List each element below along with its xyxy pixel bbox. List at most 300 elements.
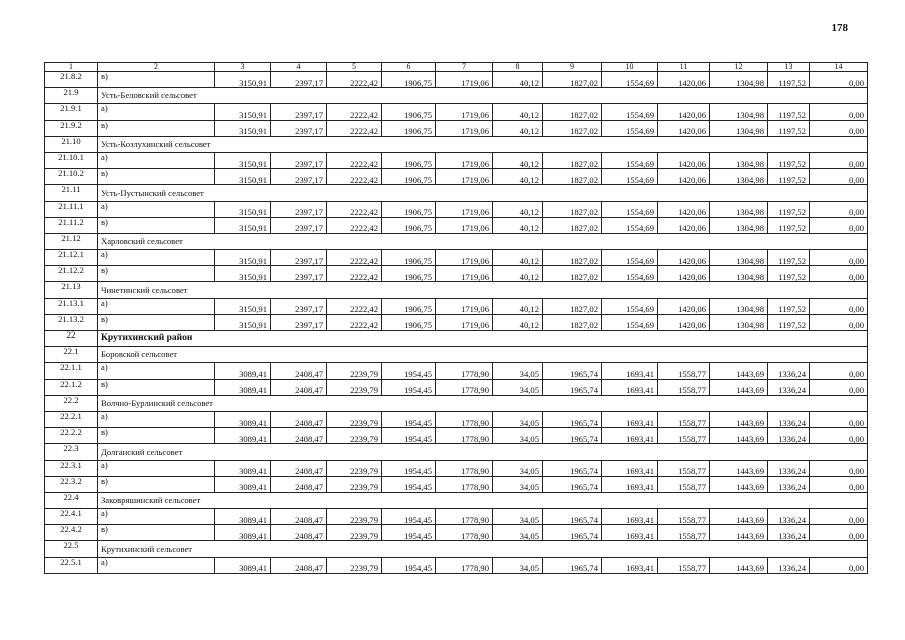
column-number: 13 xyxy=(768,63,810,72)
value-cell: 40,12 xyxy=(493,120,543,136)
value-cell: 2397,17 xyxy=(271,120,327,136)
row-code: 22.3.1 xyxy=(45,460,98,476)
value-cell: 1304,98 xyxy=(710,314,768,330)
value-cell: 2222,42 xyxy=(327,314,382,330)
value-cell: 2239,79 xyxy=(327,557,382,573)
value-cell: 1719,06 xyxy=(436,201,493,217)
value-cell: 1954,45 xyxy=(382,379,436,395)
value-cell: 1558,77 xyxy=(658,379,710,395)
value-cell: 1906,75 xyxy=(382,152,436,168)
value-cell: 1719,06 xyxy=(436,298,493,314)
value-cell: 1906,75 xyxy=(382,266,436,282)
value-cell: 1336,24 xyxy=(768,363,810,379)
value-cell: 1693,41 xyxy=(602,509,658,525)
value-cell: 1827,02 xyxy=(543,314,602,330)
value-cell: 40,12 xyxy=(493,201,543,217)
value-cell: 1778,90 xyxy=(436,525,493,541)
value-cell: 1197,52 xyxy=(768,104,810,120)
value-cell: 1304,98 xyxy=(710,298,768,314)
row-code: 22.4.2 xyxy=(45,525,98,541)
value-cell: 2239,79 xyxy=(327,509,382,525)
value-cell: 2239,79 xyxy=(327,411,382,427)
table-row xyxy=(45,250,868,266)
value-cell: 34,05 xyxy=(493,363,543,379)
value-cell: 0,00 xyxy=(810,298,868,314)
value-cell: 1778,90 xyxy=(436,460,493,476)
value-cell: 1304,98 xyxy=(710,266,768,282)
value-cell: 1827,02 xyxy=(543,266,602,282)
value-cell: 1965,74 xyxy=(543,379,602,395)
value-cell: 1778,90 xyxy=(436,428,493,444)
value-cell: 3150,91 xyxy=(215,72,271,88)
value-cell: 1906,75 xyxy=(382,314,436,330)
row-subitem-label: а) xyxy=(98,201,215,217)
table-row xyxy=(45,152,868,168)
district-row xyxy=(45,331,868,347)
row-code: 21.13.1 xyxy=(45,298,98,314)
row-subitem-label: в) xyxy=(98,169,215,185)
value-cell: 1954,45 xyxy=(382,525,436,541)
value-cell: 1778,90 xyxy=(436,557,493,573)
value-cell: 2222,42 xyxy=(327,298,382,314)
value-cell: 3089,41 xyxy=(215,411,271,427)
value-cell: 1197,52 xyxy=(768,152,810,168)
value-cell: 2222,42 xyxy=(327,152,382,168)
value-cell: 1197,52 xyxy=(768,314,810,330)
value-cell: 1906,75 xyxy=(382,104,436,120)
section-row xyxy=(45,444,868,460)
value-cell: 3089,41 xyxy=(215,509,271,525)
column-number: 1 xyxy=(45,63,98,72)
row-code: 22.2.2 xyxy=(45,428,98,444)
value-cell: 40,12 xyxy=(493,169,543,185)
value-cell: 3089,41 xyxy=(215,428,271,444)
value-cell: 3150,91 xyxy=(215,266,271,282)
value-cell: 1336,24 xyxy=(768,476,810,492)
value-cell: 1719,06 xyxy=(436,169,493,185)
value-cell: 2222,42 xyxy=(327,169,382,185)
value-cell: 1965,74 xyxy=(543,509,602,525)
value-cell: 1965,74 xyxy=(543,428,602,444)
value-cell: 1420,06 xyxy=(658,250,710,266)
value-cell: 2408,47 xyxy=(271,476,327,492)
table-row xyxy=(45,428,868,444)
value-cell: 2397,17 xyxy=(271,201,327,217)
value-cell: 2408,47 xyxy=(271,379,327,395)
row-code: 21.10 xyxy=(45,136,98,152)
value-cell: 1443,69 xyxy=(710,557,768,573)
table-row xyxy=(45,525,868,541)
section-name: Харловский сельсовет xyxy=(98,233,868,249)
section-row xyxy=(45,395,868,411)
value-cell: 3150,91 xyxy=(215,169,271,185)
value-cell: 40,12 xyxy=(493,152,543,168)
section-row xyxy=(45,282,868,298)
value-cell: 0,00 xyxy=(810,363,868,379)
value-cell: 1443,69 xyxy=(710,363,768,379)
value-cell: 1965,74 xyxy=(543,525,602,541)
column-number: 14 xyxy=(810,63,868,72)
value-cell: 3150,91 xyxy=(215,250,271,266)
value-cell: 1197,52 xyxy=(768,250,810,266)
value-cell: 3089,41 xyxy=(215,379,271,395)
row-code: 22.5.1 xyxy=(45,557,98,573)
row-code: 21.10.1 xyxy=(45,152,98,168)
section-name: Волчно-Бурлинский сельсовет xyxy=(98,395,868,411)
value-cell: 3150,91 xyxy=(215,201,271,217)
value-cell: 1693,41 xyxy=(602,379,658,395)
value-cell: 1443,69 xyxy=(710,476,768,492)
row-subitem-label: в) xyxy=(98,379,215,395)
value-cell: 1719,06 xyxy=(436,72,493,88)
value-cell: 3089,41 xyxy=(215,363,271,379)
table-row xyxy=(45,298,868,314)
value-cell: 34,05 xyxy=(493,460,543,476)
section-row xyxy=(45,347,868,363)
table-row xyxy=(45,104,868,120)
value-cell: 1443,69 xyxy=(710,411,768,427)
value-cell: 1778,90 xyxy=(436,509,493,525)
value-cell: 1827,02 xyxy=(543,152,602,168)
table-row xyxy=(45,379,868,395)
value-cell: 2408,47 xyxy=(271,509,327,525)
value-cell: 2397,17 xyxy=(271,266,327,282)
row-code: 21.9.1 xyxy=(45,104,98,120)
value-cell: 3150,91 xyxy=(215,298,271,314)
value-cell: 1443,69 xyxy=(710,509,768,525)
value-cell: 1420,06 xyxy=(658,201,710,217)
row-code: 21.9.2 xyxy=(45,120,98,136)
value-cell: 1693,41 xyxy=(602,557,658,573)
column-number: 8 xyxy=(493,63,543,72)
row-code: 22.1 xyxy=(45,347,98,363)
value-cell: 1443,69 xyxy=(710,460,768,476)
row-code: 22.4.1 xyxy=(45,509,98,525)
value-cell: 1420,06 xyxy=(658,120,710,136)
table-row xyxy=(45,411,868,427)
value-cell: 1304,98 xyxy=(710,104,768,120)
value-cell: 1965,74 xyxy=(543,557,602,573)
value-cell: 1719,06 xyxy=(436,104,493,120)
value-cell: 2408,47 xyxy=(271,363,327,379)
value-cell: 2222,42 xyxy=(327,120,382,136)
value-cell: 40,12 xyxy=(493,104,543,120)
value-cell: 34,05 xyxy=(493,509,543,525)
section-name: Усть-Козлухинский сельсовет xyxy=(98,136,868,152)
value-cell: 40,12 xyxy=(493,314,543,330)
section-row xyxy=(45,88,868,104)
column-number: 6 xyxy=(382,63,436,72)
value-cell: 2222,42 xyxy=(327,250,382,266)
value-cell: 2222,42 xyxy=(327,201,382,217)
value-cell: 1420,06 xyxy=(658,72,710,88)
value-cell: 1443,69 xyxy=(710,525,768,541)
row-code: 21.13 xyxy=(45,282,98,298)
column-number: 9 xyxy=(543,63,602,72)
value-cell: 1906,75 xyxy=(382,169,436,185)
row-subitem-label: а) xyxy=(98,411,215,427)
value-cell: 3150,91 xyxy=(215,314,271,330)
value-cell: 1778,90 xyxy=(436,379,493,395)
value-cell: 2408,47 xyxy=(271,525,327,541)
section-row xyxy=(45,185,868,201)
row-code: 21.9 xyxy=(45,88,98,104)
value-cell: 2239,79 xyxy=(327,525,382,541)
value-cell: 1336,24 xyxy=(768,460,810,476)
value-cell: 1906,75 xyxy=(382,72,436,88)
value-cell: 1965,74 xyxy=(543,363,602,379)
value-cell: 2239,79 xyxy=(327,476,382,492)
value-cell: 0,00 xyxy=(810,557,868,573)
value-cell: 0,00 xyxy=(810,266,868,282)
value-cell: 0,00 xyxy=(810,72,868,88)
value-cell: 1827,02 xyxy=(543,298,602,314)
value-cell: 34,05 xyxy=(493,379,543,395)
value-cell: 40,12 xyxy=(493,298,543,314)
value-cell: 1443,69 xyxy=(710,379,768,395)
section-name: Заковряшинский сельсовет xyxy=(98,492,868,508)
value-cell: 2397,17 xyxy=(271,250,327,266)
row-code: 22.3.2 xyxy=(45,476,98,492)
row-subitem-label: а) xyxy=(98,250,215,266)
value-cell: 1304,98 xyxy=(710,152,768,168)
value-cell: 1954,45 xyxy=(382,557,436,573)
value-cell: 0,00 xyxy=(810,250,868,266)
value-cell: 2397,17 xyxy=(271,169,327,185)
value-cell: 1954,45 xyxy=(382,476,436,492)
table-body xyxy=(45,63,868,574)
value-cell: 1420,06 xyxy=(658,169,710,185)
value-cell: 1336,24 xyxy=(768,525,810,541)
value-cell: 0,00 xyxy=(810,152,868,168)
value-cell: 1558,77 xyxy=(658,557,710,573)
value-cell: 0,00 xyxy=(810,379,868,395)
value-cell: 1558,77 xyxy=(658,428,710,444)
value-cell: 0,00 xyxy=(810,525,868,541)
value-cell: 1420,06 xyxy=(658,266,710,282)
table-row xyxy=(45,266,868,282)
value-cell: 1827,02 xyxy=(543,217,602,233)
row-code: 21.12.1 xyxy=(45,250,98,266)
value-cell: 34,05 xyxy=(493,411,543,427)
value-cell: 2397,17 xyxy=(271,152,327,168)
column-number: 11 xyxy=(658,63,710,72)
value-cell: 0,00 xyxy=(810,476,868,492)
value-cell: 1554,69 xyxy=(602,169,658,185)
table-row xyxy=(45,72,868,88)
value-cell: 1827,02 xyxy=(543,72,602,88)
value-cell: 1693,41 xyxy=(602,363,658,379)
section-row xyxy=(45,136,868,152)
value-cell: 1778,90 xyxy=(436,363,493,379)
value-cell: 1336,24 xyxy=(768,379,810,395)
row-code: 21.11.2 xyxy=(45,217,98,233)
row-code: 22.4 xyxy=(45,492,98,508)
value-cell: 2408,47 xyxy=(271,557,327,573)
value-cell: 2408,47 xyxy=(271,460,327,476)
row-code: 22 xyxy=(45,331,98,347)
value-cell: 1554,69 xyxy=(602,120,658,136)
value-cell: 1304,98 xyxy=(710,169,768,185)
value-cell: 1954,45 xyxy=(382,363,436,379)
value-cell: 3150,91 xyxy=(215,104,271,120)
row-subitem-label: а) xyxy=(98,363,215,379)
value-cell: 1906,75 xyxy=(382,250,436,266)
value-cell: 1827,02 xyxy=(543,250,602,266)
value-cell: 1954,45 xyxy=(382,460,436,476)
value-cell: 0,00 xyxy=(810,460,868,476)
value-cell: 40,12 xyxy=(493,217,543,233)
value-cell: 2222,42 xyxy=(327,104,382,120)
row-code: 22.1.1 xyxy=(45,363,98,379)
value-cell: 1954,45 xyxy=(382,428,436,444)
table-row xyxy=(45,169,868,185)
value-cell: 3089,41 xyxy=(215,557,271,573)
value-cell: 1558,77 xyxy=(658,476,710,492)
value-cell: 1420,06 xyxy=(658,104,710,120)
column-number: 7 xyxy=(436,63,493,72)
value-cell: 2239,79 xyxy=(327,460,382,476)
value-cell: 1304,98 xyxy=(710,120,768,136)
row-code: 21.13.2 xyxy=(45,314,98,330)
value-cell: 0,00 xyxy=(810,428,868,444)
row-subitem-label: а) xyxy=(98,557,215,573)
table-row xyxy=(45,314,868,330)
value-cell: 1554,69 xyxy=(602,72,658,88)
row-subitem-label: в) xyxy=(98,120,215,136)
value-cell: 1719,06 xyxy=(436,120,493,136)
row-code: 22.2.1 xyxy=(45,411,98,427)
value-cell: 1420,06 xyxy=(658,298,710,314)
table-row xyxy=(45,557,868,573)
value-cell: 2408,47 xyxy=(271,411,327,427)
row-code: 21.12.2 xyxy=(45,266,98,282)
value-cell: 3150,91 xyxy=(215,120,271,136)
row-subitem-label: в) xyxy=(98,217,215,233)
value-cell: 2397,17 xyxy=(271,298,327,314)
value-cell: 1693,41 xyxy=(602,411,658,427)
row-subitem-label: в) xyxy=(98,72,215,88)
column-number: 4 xyxy=(271,63,327,72)
value-cell: 1304,98 xyxy=(710,250,768,266)
table-row xyxy=(45,201,868,217)
table-row xyxy=(45,509,868,525)
value-cell: 1954,45 xyxy=(382,509,436,525)
table-row xyxy=(45,460,868,476)
table-row xyxy=(45,476,868,492)
column-number: 5 xyxy=(327,63,382,72)
value-cell: 1304,98 xyxy=(710,72,768,88)
value-cell: 1336,24 xyxy=(768,411,810,427)
value-cell: 40,12 xyxy=(493,72,543,88)
value-cell: 1954,45 xyxy=(382,411,436,427)
value-cell: 2397,17 xyxy=(271,72,327,88)
value-cell: 34,05 xyxy=(493,476,543,492)
value-cell: 1719,06 xyxy=(436,152,493,168)
row-code: 21.8.2 xyxy=(45,72,98,88)
value-cell: 1197,52 xyxy=(768,201,810,217)
row-subitem-label: в) xyxy=(98,428,215,444)
value-cell: 1420,06 xyxy=(658,314,710,330)
value-cell: 3089,41 xyxy=(215,460,271,476)
value-cell: 1197,52 xyxy=(768,298,810,314)
row-subitem-label: в) xyxy=(98,266,215,282)
value-cell: 2408,47 xyxy=(271,428,327,444)
value-cell: 40,12 xyxy=(493,250,543,266)
value-cell: 34,05 xyxy=(493,525,543,541)
value-cell: 2239,79 xyxy=(327,363,382,379)
section-name: Усть-Беловский сельсовет xyxy=(98,88,868,104)
value-cell: 1558,77 xyxy=(658,509,710,525)
value-cell: 1778,90 xyxy=(436,476,493,492)
column-number: 10 xyxy=(602,63,658,72)
value-cell: 1965,74 xyxy=(543,411,602,427)
row-code: 22.3 xyxy=(45,444,98,460)
row-subitem-label: а) xyxy=(98,509,215,525)
value-cell: 2222,42 xyxy=(327,266,382,282)
table-row xyxy=(45,120,868,136)
value-cell: 1965,74 xyxy=(543,460,602,476)
value-cell: 1554,69 xyxy=(602,314,658,330)
value-cell: 1197,52 xyxy=(768,266,810,282)
value-cell: 1558,77 xyxy=(658,363,710,379)
table-row xyxy=(45,363,868,379)
row-code: 21.11.1 xyxy=(45,201,98,217)
value-cell: 1827,02 xyxy=(543,104,602,120)
value-cell: 40,12 xyxy=(493,266,543,282)
value-cell: 1558,77 xyxy=(658,460,710,476)
value-cell: 1693,41 xyxy=(602,428,658,444)
value-cell: 34,05 xyxy=(493,428,543,444)
row-subitem-label: а) xyxy=(98,152,215,168)
value-cell: 1965,74 xyxy=(543,476,602,492)
value-cell: 0,00 xyxy=(810,217,868,233)
value-cell: 0,00 xyxy=(810,120,868,136)
section-name: Крутихинский сельсовет xyxy=(98,541,868,557)
value-cell: 2222,42 xyxy=(327,217,382,233)
section-name: Боровской сельсовет xyxy=(98,347,868,363)
value-cell: 1443,69 xyxy=(710,428,768,444)
section-name: Долганский сельсовет xyxy=(98,444,868,460)
value-cell: 0,00 xyxy=(810,314,868,330)
value-cell: 1554,69 xyxy=(602,266,658,282)
value-cell: 1197,52 xyxy=(768,120,810,136)
value-cell: 1827,02 xyxy=(543,120,602,136)
value-cell: 0,00 xyxy=(810,104,868,120)
value-cell: 1719,06 xyxy=(436,250,493,266)
value-cell: 1906,75 xyxy=(382,298,436,314)
value-cell: 3150,91 xyxy=(215,217,271,233)
row-code: 22.1.2 xyxy=(45,379,98,395)
value-cell: 3089,41 xyxy=(215,476,271,492)
value-cell: 1906,75 xyxy=(382,120,436,136)
section-row xyxy=(45,541,868,557)
value-cell: 2239,79 xyxy=(327,379,382,395)
value-cell: 1778,90 xyxy=(436,411,493,427)
value-cell: 1827,02 xyxy=(543,169,602,185)
row-code: 22.2 xyxy=(45,395,98,411)
value-cell: 1719,06 xyxy=(436,266,493,282)
value-cell: 1336,24 xyxy=(768,509,810,525)
value-cell: 1554,69 xyxy=(602,298,658,314)
section-name: Усть-Пустынский сельсовет xyxy=(98,185,868,201)
value-cell: 1558,77 xyxy=(658,411,710,427)
row-code: 21.12 xyxy=(45,233,98,249)
table-row xyxy=(45,217,868,233)
value-cell: 3089,41 xyxy=(215,525,271,541)
value-cell: 1558,77 xyxy=(658,525,710,541)
value-cell: 0,00 xyxy=(810,201,868,217)
